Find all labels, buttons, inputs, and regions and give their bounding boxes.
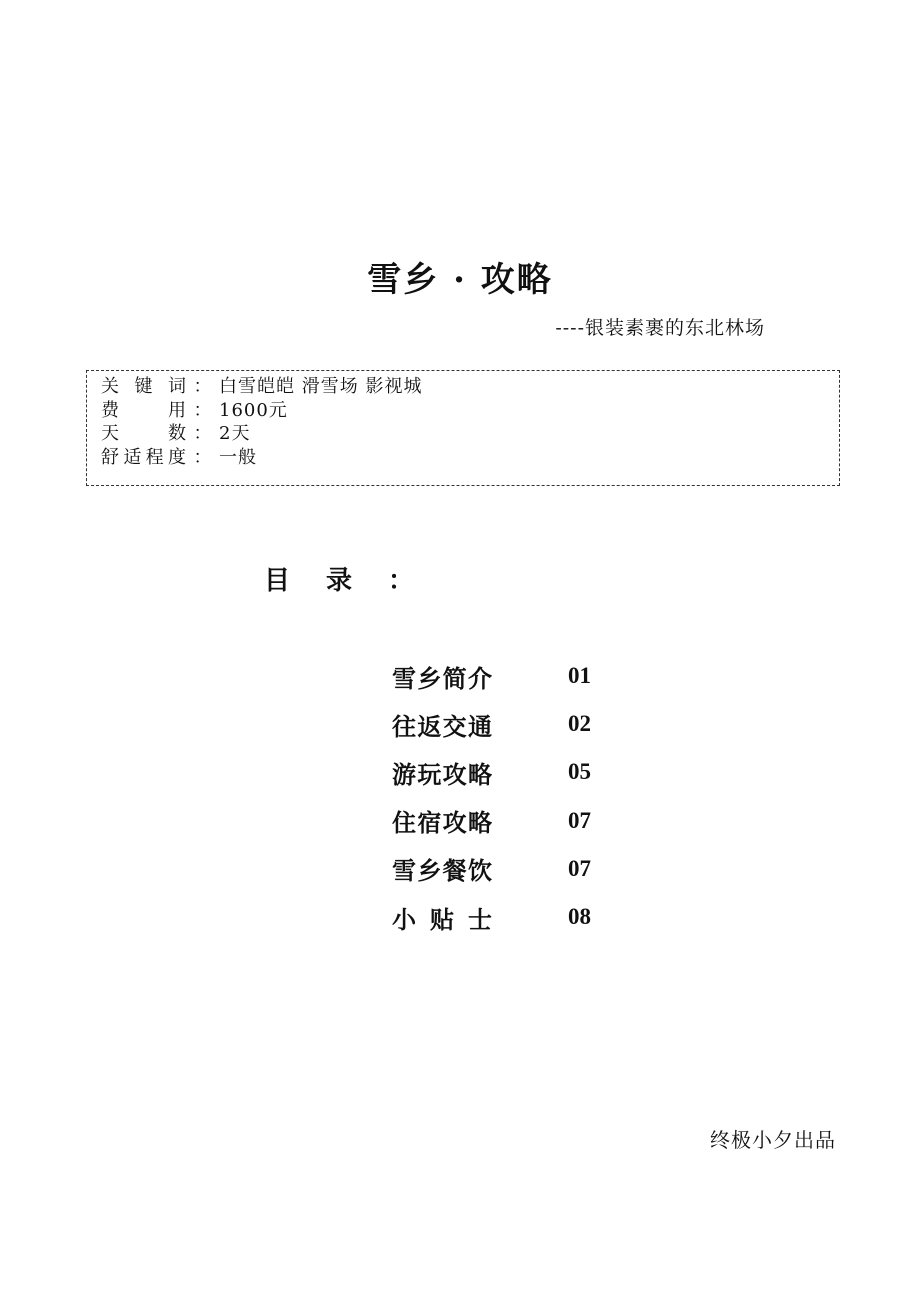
toc-item-name: 雪 乡 餐 饮 <box>392 856 492 886</box>
toc-item-page: 01 <box>568 663 591 689</box>
toc-item-name: 住 宿 攻 略 <box>392 808 492 838</box>
info-value: 白雪皑皑 滑雪场 影视城 <box>219 376 423 397</box>
info-value: 一般 <box>219 446 257 468</box>
info-label: 费 用 <box>101 399 187 421</box>
info-row-keywords <box>101 375 839 399</box>
toc-item[interactable] <box>392 748 632 796</box>
toc-item[interactable] <box>392 652 632 700</box>
toc-item-name: 往 返 交 通 <box>392 711 492 741</box>
info-label: 关 键 词 <box>101 376 187 397</box>
toc-item-name: 游 玩 攻 略 <box>392 759 492 789</box>
toc-item-page: 05 <box>568 759 591 785</box>
info-row-cost <box>101 399 839 423</box>
info-label: 天 数 <box>101 423 187 444</box>
info-colon: ： <box>193 423 213 444</box>
toc-item[interactable] <box>392 893 632 941</box>
info-colon: ： <box>193 376 213 397</box>
info-row-comfort <box>101 446 839 470</box>
footer-credit: 终极小夕出品 <box>710 1128 836 1152</box>
info-colon: ： <box>193 399 213 421</box>
toc-heading-char: 录 <box>325 566 352 596</box>
toc-item-page: 07 <box>568 855 591 881</box>
toc-item-page: 08 <box>568 904 591 930</box>
toc-item-name: 雪 乡 简 介 <box>392 663 492 693</box>
toc-item[interactable] <box>392 845 632 893</box>
document-subtitle: ----银装素裹的东北林场 <box>555 317 765 339</box>
toc-item-page: 02 <box>568 711 591 737</box>
toc-item[interactable] <box>392 700 632 748</box>
table-of-contents <box>392 652 632 941</box>
toc-item[interactable] <box>392 797 632 845</box>
info-value: 2天 <box>219 423 251 444</box>
toc-item-name: 小 贴 士 <box>392 904 492 934</box>
info-box <box>86 370 840 486</box>
info-label: 舒 适 程 度 <box>101 446 187 468</box>
document-title: 雪乡 · 攻略 <box>367 260 553 300</box>
info-row-days <box>101 422 839 446</box>
toc-item-page: 07 <box>568 807 591 833</box>
toc-heading-char: 目 <box>264 566 291 596</box>
toc-heading <box>264 562 414 600</box>
info-colon: ： <box>193 446 213 468</box>
info-value: 1600元 <box>219 399 288 421</box>
toc-heading-char: ： <box>387 566 414 596</box>
